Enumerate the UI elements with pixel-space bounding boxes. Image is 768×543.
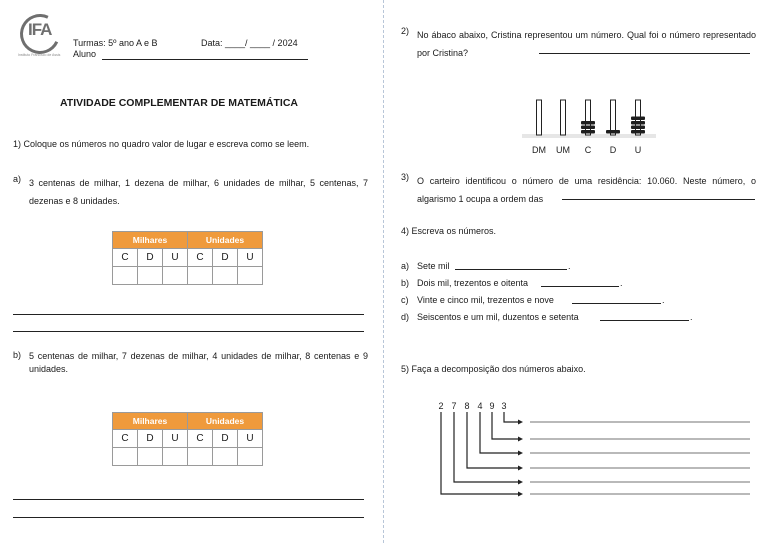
turmas-label: Turmas: 5º ano A e B (73, 38, 158, 48)
q4-item-a-text: Sete mil (417, 261, 450, 271)
abacus (520, 96, 660, 158)
q4-item-d-text: Seiscentos e um mil, duzentos e setenta (417, 312, 579, 322)
aluno-label: Aluno (73, 49, 97, 59)
answer-line[interactable] (13, 517, 364, 518)
q4-item-a-line[interactable] (455, 269, 567, 270)
abacus-rod (537, 100, 542, 135)
answer-cell[interactable] (238, 448, 263, 466)
answer-cell[interactable] (188, 448, 213, 466)
q4-item-c-text: Vinte e cinco mil, trezentos e nove (417, 295, 554, 305)
col-c: C (188, 430, 213, 448)
q4-item-b-line[interactable] (541, 286, 619, 287)
decomp-connector (504, 412, 518, 422)
q4-item-d-label: d) (401, 312, 410, 322)
abacus-bead (581, 121, 595, 125)
date-field: Data: ____/ ____ / 2024 (201, 38, 298, 48)
abacus-bead (631, 126, 645, 130)
header-milhares: Milhares (113, 413, 188, 430)
answer-cell[interactable] (163, 448, 188, 466)
q4-item-b-end: . (620, 278, 623, 288)
q2-answer-line[interactable] (539, 53, 750, 54)
aluno-answer-line[interactable] (102, 59, 308, 60)
q4-item-c-label: c) (401, 295, 409, 305)
abacus-label: D (609, 145, 617, 155)
abacus-label: C (584, 145, 592, 155)
item-a-text: 3 centenas de milhar, 1 dezena de milhar, 6 unidades de milhar, 5 centenas, 7 dezenas e 8 unidades. (29, 178, 368, 206)
q4-item-d-end: . (690, 312, 693, 322)
abacus-bead (606, 130, 620, 134)
page-divider (383, 0, 384, 543)
answer-cell[interactable] (138, 448, 163, 466)
question-4: 4) Escreva os números. (401, 226, 497, 236)
q2-label: 2) (401, 26, 410, 36)
header-unidades: Unidades (188, 413, 263, 430)
decomp-digit: 4 (477, 401, 483, 411)
page-title: ATIVIDADE COMPLEMENTAR DE MATEMÁTICA (60, 97, 298, 109)
arrow-head (518, 492, 523, 497)
q4-item-d-line[interactable] (600, 320, 689, 321)
decomp-connector (480, 412, 518, 453)
arrow-head (518, 466, 523, 471)
place-value-table-b (112, 412, 263, 466)
decomp-digit: 3 (501, 401, 507, 411)
col-u: U (238, 430, 263, 448)
col-u: U (163, 430, 188, 448)
q3-label: 3) (401, 172, 410, 182)
answer-line[interactable] (13, 499, 364, 500)
abacus-rod (561, 100, 566, 135)
abacus-rod (611, 100, 616, 135)
q4-item-b-label: b) (401, 278, 410, 288)
abacus-bead (631, 121, 645, 125)
q3-answer-line[interactable] (562, 199, 755, 200)
answer-cell[interactable] (238, 267, 263, 285)
q4-item-c-line[interactable] (572, 303, 661, 304)
abacus-label: U (634, 145, 642, 155)
col-c: C (113, 249, 138, 267)
col-u: U (163, 249, 188, 267)
item-b-text: 5 centenas de milhar, 7 dezenas de milhar, 4 unidades de milhar, 8 centenas e 9 unidades. (29, 351, 368, 374)
decomposition-diagram (430, 396, 760, 506)
logo-text: IFA (28, 20, 52, 39)
q3-text: O carteiro identificou o número de uma residência: 10.060. Neste número, o algarismo 1 ocupa a ordem das (417, 176, 756, 204)
col-d: D (213, 249, 238, 267)
header-unidades: Unidades (188, 232, 263, 249)
abacus-bead (631, 117, 645, 121)
q2-text: No ábaco abaixo, Cristina representou um número. Qual foi o número representado por Cristina? (417, 30, 756, 58)
abacus-label: DM (532, 145, 546, 155)
logo-subtitle: Instituto Francisco de Assis (18, 53, 61, 57)
col-d: D (213, 430, 238, 448)
q4-item-a-end: . (568, 261, 571, 271)
arrow-head (518, 437, 523, 442)
arrow-head (518, 480, 523, 485)
col-d: D (138, 430, 163, 448)
answer-cell[interactable] (138, 267, 163, 285)
answer-cell[interactable] (213, 267, 238, 285)
col-c: C (113, 430, 138, 448)
answer-cell[interactable] (213, 448, 238, 466)
place-value-table-a (112, 231, 263, 285)
answer-cell[interactable] (188, 267, 213, 285)
question-5: 5) Faça a decomposição dos números abaixo. (401, 364, 586, 374)
header-milhares: Milhares (113, 232, 188, 249)
decomp-digit: 7 (451, 401, 457, 411)
q4-item-b-text: Dois mil, trezentos e oitenta (417, 278, 529, 288)
abacus-rod (586, 100, 591, 135)
answer-line[interactable] (13, 331, 364, 332)
answer-cell[interactable] (163, 267, 188, 285)
abacus-bead (581, 130, 595, 134)
decomp-digit: 8 (464, 401, 470, 411)
q4-item-c-end: . (662, 295, 665, 305)
answer-line[interactable] (13, 314, 364, 315)
arrow-head (518, 420, 523, 425)
item-b-label: b) (13, 350, 22, 360)
q4-item-a-label: a) (401, 261, 410, 271)
item-a-label: a) (13, 174, 22, 184)
abacus-bead (631, 130, 645, 134)
decomp-digit: 2 (438, 401, 444, 411)
decomp-digit: 9 (489, 401, 495, 411)
abacus-bead (581, 126, 595, 130)
question-1: 1) Coloque os números no quadro valor de lugar e escreva como se leem. (13, 139, 310, 149)
answer-cell[interactable] (113, 267, 138, 285)
col-c: C (188, 249, 213, 267)
col-d: D (138, 249, 163, 267)
decomp-connector (492, 412, 518, 439)
answer-cell[interactable] (113, 448, 138, 466)
abacus-label: UM (556, 145, 570, 155)
arrow-head (518, 451, 523, 456)
col-u: U (238, 249, 263, 267)
